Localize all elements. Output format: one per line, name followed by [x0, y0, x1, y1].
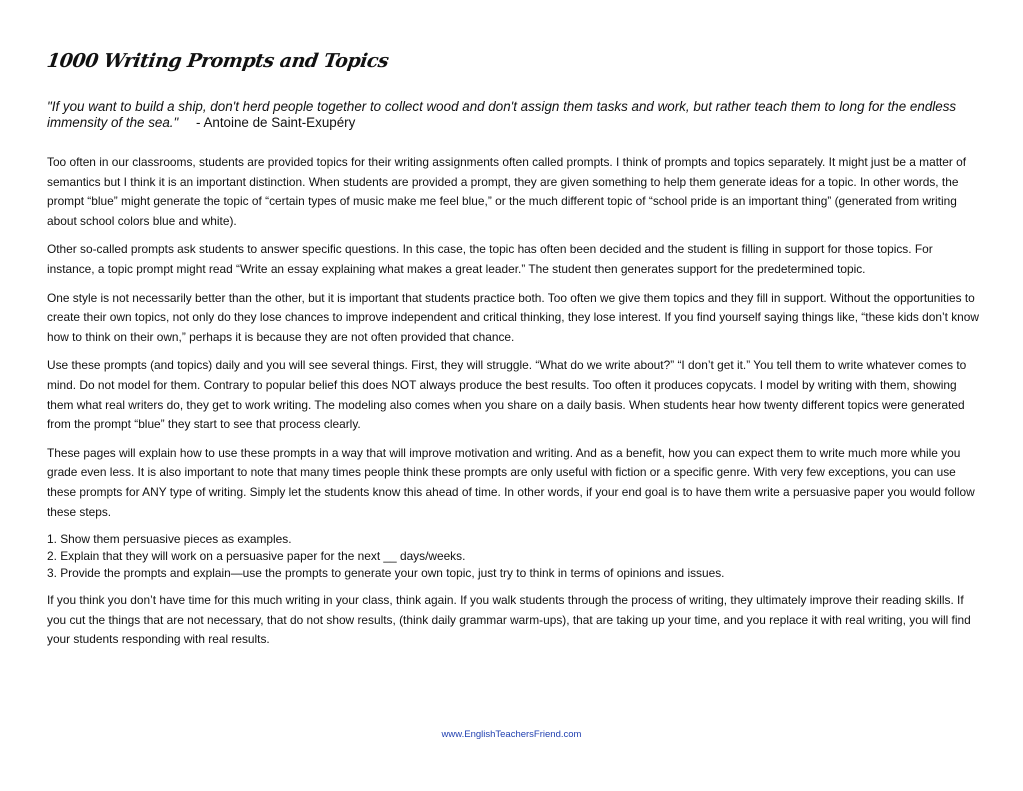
quote-text: "If you want to build a ship, don't herd people together to collect wood and don't assign them tasks and work, but rather teach them to long for the endless immensity of the sea." — [47, 99, 957, 130]
epigraph-quote — [47, 99, 977, 131]
list-item: 3. Provide the prompts and explain—use the prompts to generate your own topic, just try to think in terms of opinions and issues. — [47, 566, 725, 581]
footer — [0, 729, 1023, 740]
footer-url-link[interactable]: www.EnglishTeachersFriend.com — [441, 729, 582, 740]
steps-list — [47, 531, 982, 582]
paragraph-1: Too often in our classrooms, students are provided topics for their writing assignments often called prompts. I think of prompts and topics separately. It might just be a matter of semantics but I think it is an important distinction. When students are provided a prompt, they are given something to help them generate ideas for a topic. In other words, the prompt “blue” might generate the topic of “certain types of music make me feel blue,” or the much different topic of “school pride is an important thing” (generated from writing about school colors blue and white). — [47, 155, 967, 228]
document-body — [47, 153, 982, 659]
paragraph-3: One style is not necessarily better than the other, but it is important that students practice both. Too often we give them topics and they fill in support. Without the opportunities to create their own topics, not only do they lose chances to improve independent and critical thinking, they lose interest. If you find yourself saying things like, “these kids don’t know how to think on their own,” perhaps it is because they are not often provided that chance. — [47, 290, 979, 344]
paragraph-4: Use these prompts (and topics) daily and you will see several things. First, they will struggle. “What do we write about?” “I don’t get it.” You tell them to write whatever comes to mind. Do not model for them. Contrary to popular belief this does NOT always produce the best results. Too often it produces copycats. I model by writing with them, showing them what real writers do, they get to work writing. The modeling also comes when you share on a daily basis. When students hear how twenty different topics were generated from the prompt “blue” they start to see that process clearly. — [47, 358, 967, 432]
document-title: 1000 Writing Prompts and Topics — [45, 50, 390, 72]
quote-author: - Antoine de Saint-Exupéry — [196, 115, 356, 130]
list-item: 1. Show them persuasive pieces as examples. — [47, 532, 292, 547]
closing-paragraph: If you think you don’t have time for this much writing in your class, think again. If you walk students through the process of writing, they ultimately improve their reading skills. If you cut the things that are not necessary, that do not show results, (think daily grammar warm-ups), that are taking up your time, and you replace it with real writing, you will find your students responding with real results. — [47, 593, 971, 647]
paragraph-2: Other so-called prompts ask students to answer specific questions. In this case, the topic has often been decided and the student is filling in support for those topics. For instance, a topic prompt might read “Write an essay explaining what makes a great leader.” The student then generates support for the predetermined topic. — [47, 242, 933, 276]
paragraph-5: These pages will explain how to use these prompts in a way that will improve motivation and writing. And as a benefit, how you can expect them to write much more while you grade even less. It is also important to note that many times people think these prompts are only useful with fiction or a specific genre. With very few exceptions, you can use these prompts for ANY type of writing. Simply let the students know this ahead of time. In other words, if your end goal is to have them write a persuasive paper you would follow these steps. — [47, 445, 975, 519]
list-item: 2. Explain that they will work on a persuasive paper for the next __ days/weeks. — [47, 549, 466, 564]
